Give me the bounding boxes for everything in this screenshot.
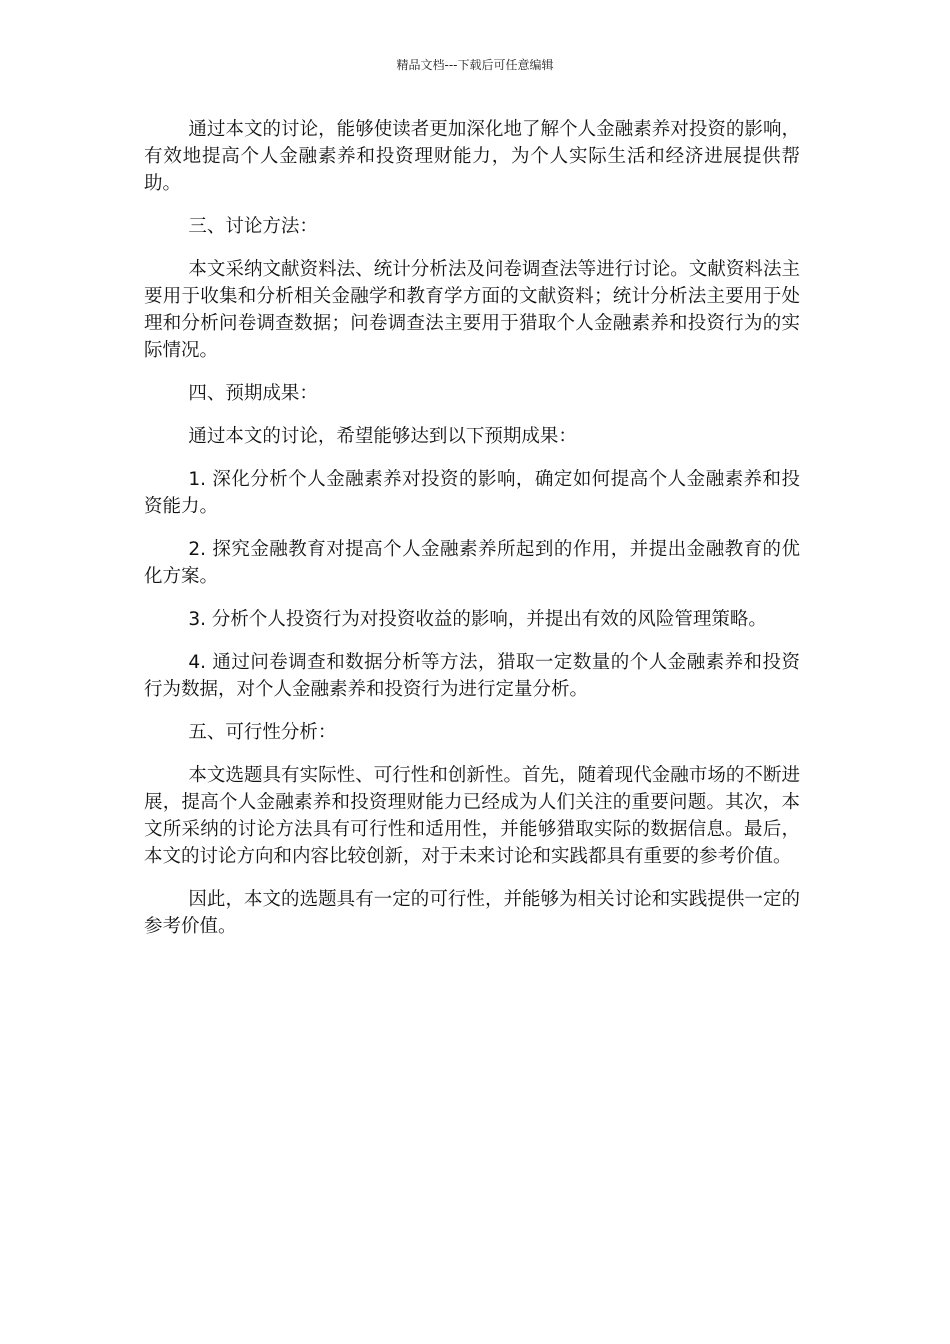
document-body xyxy=(144,116,800,956)
paragraph-conclusion: 因此，本文的选题具有一定的可行性，并能够为相关讨论和实践提供一定的参考价值。 xyxy=(144,889,800,937)
section-heading-feasibility: 五、可行性分析： xyxy=(188,722,337,743)
paragraph-expected-intro: 通过本文的讨论，希望能够达到以下预期成果： xyxy=(188,426,577,447)
paragraph-feasibility: 本文选题具有实际性、可行性和创新性。首先，随着现代金融市场的不断进展，提高个人金融素养和投资理财能力已经成为人们关注的重要问题。其次，本文所采纳的讨论方法具有可行性和适用性，并能够猎取实际的数据信息。最后，本文的讨论方向和内容比较创新，对于未来讨论和实践都具有重要的参考价值。 xyxy=(144,765,800,867)
list-item-result-2: 2. 探究金融教育对提高个人金融素养所起到的作用，并提出金融教育的优化方案。 xyxy=(144,539,800,587)
list-item-result-1: 1. 深化分析个人金融素养对投资的影响，确定如何提高个人金融素养和投资能力。 xyxy=(144,469,800,517)
paragraph-purpose: 通过本文的讨论，能够使读者更加深化地了解个人金融素养对投资的影响，有效地提高个人金融素养和投资理财能力，为个人实际生活和经济进展提供帮助。 xyxy=(144,119,800,194)
paragraph-methods: 本文采纳文献资料法、统计分析法及问卷调查法等进行讨论。文献资料法主要用于收集和分析相关金融学和教育学方面的文献资料；统计分析法主要用于处理和分析问卷调查数据；问卷调查法主要用于猎取个人金融素养和投资行为的实际情况。 xyxy=(144,259,800,361)
page-header: 精品文档---下载后可任意编辑 xyxy=(396,58,554,72)
section-heading-methods: 三、讨论方法： xyxy=(188,216,318,237)
list-item-result-4: 4. 通过问卷调查和数据分析等方法，猎取一定数量的个人金融素养和投资行为数据，对个人金融素养和投资行为进行定量分析。 xyxy=(144,652,800,700)
section-heading-expected-results: 四、预期成果： xyxy=(188,383,318,404)
list-item-result-3: 3. 分析个人投资行为对投资收益的影响，并提出有效的风险管理策略。 xyxy=(188,609,767,630)
